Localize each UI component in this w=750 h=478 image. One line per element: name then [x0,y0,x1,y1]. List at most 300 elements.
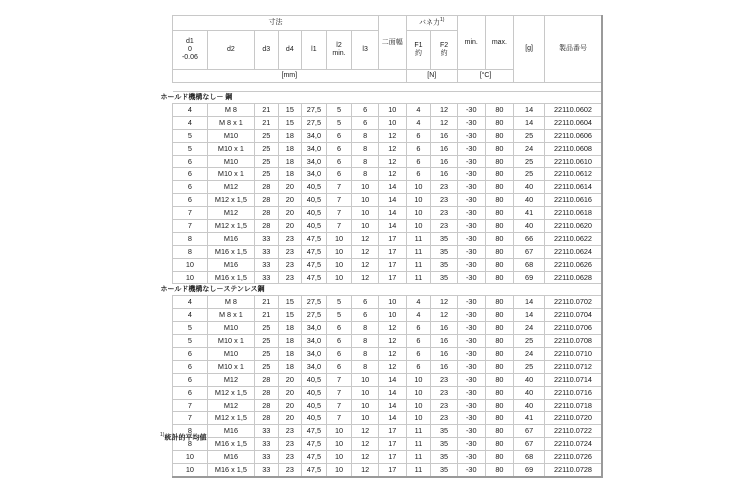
cell-temp-max: 80 [485,360,514,373]
cell-d4: 18 [278,360,302,373]
cell-product-no: 22110.0708 [544,335,602,348]
cell-l3: 8 [352,335,379,348]
cell-f2: 35 [431,245,458,258]
cell-product-no: 22110.0604 [544,116,602,129]
cell-d3: 33 [254,425,278,438]
cell-d1: 4 [173,104,208,117]
cell-temp-min: -30 [457,142,485,155]
cell-weight: 40 [514,373,545,386]
header-l2 [326,31,352,70]
cell-l1: 47,5 [302,232,327,245]
table-row [173,194,603,207]
cell-weight: 25 [514,335,545,348]
cell-d1: 6 [173,360,208,373]
cell-d4: 15 [278,116,302,129]
cell-l1: 34,0 [302,142,327,155]
cell-d3: 25 [254,335,278,348]
footnote-text: 統計的平均値 [164,434,207,442]
cell-l2: 7 [326,412,352,425]
cell-d2: M12 x 1,5 [207,220,254,233]
cell-l3: 10 [352,194,379,207]
cell-temp-max: 80 [485,129,514,142]
cell-product-no: 22110.0726 [544,451,602,464]
cell-d3: 25 [254,129,278,142]
cell-f2: 12 [431,104,458,117]
cell-f1: 6 [406,348,431,361]
cell-temp-max: 80 [485,194,514,207]
cell-product-no: 22110.0606 [544,129,602,142]
section-header [173,92,603,104]
cell-temp-min: -30 [457,335,485,348]
cell-d2: M12 x 1,5 [207,412,254,425]
cell-weight: 40 [514,194,545,207]
cell-f2: 23 [431,220,458,233]
cell-product-no: 22110.0622 [544,232,602,245]
header-d1 [173,31,208,70]
cell-width-across-flats: 14 [378,399,406,412]
cell-f1: 11 [406,425,431,438]
cell-f2: 16 [431,335,458,348]
cell-temp-max: 80 [485,348,514,361]
cell-width-across-flats: 10 [378,309,406,322]
cell-f1: 6 [406,360,431,373]
cell-temp-max: 80 [485,271,514,284]
cell-d4: 18 [278,322,302,335]
cell-d2: M16 x 1,5 [207,438,254,451]
cell-l2: 7 [326,194,352,207]
cell-product-no: 22110.0710 [544,348,602,361]
cell-d2: M12 x 1,5 [207,194,254,207]
cell-d2: M16 x 1,5 [207,271,254,284]
cell-f2: 16 [431,155,458,168]
cell-product-no: 22110.0610 [544,155,602,168]
cell-l3: 12 [352,271,379,284]
cell-d3: 25 [254,322,278,335]
cell-d3: 28 [254,386,278,399]
header-f2-sub: 約 [440,50,448,57]
cell-temp-max: 80 [485,451,514,464]
cell-l2: 10 [326,232,352,245]
cell-width-across-flats: 12 [378,142,406,155]
cell-d4: 23 [278,271,302,284]
table-row [173,168,603,181]
cell-d2: M12 [207,207,254,220]
cell-weight: 66 [514,232,545,245]
cell-l3: 10 [352,207,379,220]
table-row [173,438,603,451]
cell-d4: 20 [278,412,302,425]
cell-width-across-flats: 14 [378,181,406,194]
cell-d1: 6 [173,348,208,361]
cell-weight: 25 [514,168,545,181]
cell-l2: 6 [326,155,352,168]
cell-weight: 40 [514,399,545,412]
cell-d2: M12 [207,399,254,412]
table-row [173,104,603,117]
cell-d3: 28 [254,207,278,220]
cell-weight: 25 [514,155,545,168]
header-l2-sub: min. [332,50,346,57]
cell-width-across-flats: 12 [378,360,406,373]
cell-weight: 69 [514,464,545,477]
cell-temp-min: -30 [457,271,485,284]
cell-width-across-flats: 14 [378,194,406,207]
table-row [173,360,603,373]
cell-product-no: 22110.0614 [544,181,602,194]
cell-temp-min: -30 [457,386,485,399]
cell-f1: 11 [406,232,431,245]
header-f1-label: F1 [414,42,423,50]
cell-width-across-flats: 17 [378,271,406,284]
header-f1 [406,31,431,70]
cell-l1: 27,5 [302,296,327,309]
cell-f2: 23 [431,399,458,412]
cell-temp-max: 80 [485,142,514,155]
cell-d3: 25 [254,360,278,373]
cell-f1: 10 [406,220,431,233]
cell-weight: 25 [514,129,545,142]
cell-f1: 4 [406,309,431,322]
cell-l3: 12 [352,438,379,451]
cell-l1: 27,5 [302,309,327,322]
cell-f1: 6 [406,129,431,142]
cell-f1: 10 [406,373,431,386]
unit-mm: [mm] [173,70,407,83]
cell-l1: 34,0 [302,129,327,142]
table-header [173,16,603,92]
cell-l3: 12 [352,232,379,245]
footnote [160,432,206,442]
table-row [173,245,603,258]
cell-weight: 25 [514,360,545,373]
header-group-spring-force [406,16,457,31]
cell-temp-max: 80 [485,425,514,438]
cell-weight: 14 [514,309,545,322]
cell-d2: M16 x 1,5 [207,245,254,258]
cell-width-across-flats: 17 [378,438,406,451]
table-row [173,155,603,168]
table-row [173,181,603,194]
cell-temp-max: 80 [485,155,514,168]
cell-d3: 33 [254,271,278,284]
cell-d1: 7 [173,399,208,412]
cell-d1: 10 [173,258,208,271]
cell-temp-max: 80 [485,412,514,425]
cell-width-across-flats: 12 [378,322,406,335]
cell-product-no: 22110.0712 [544,360,602,373]
cell-temp-min: -30 [457,168,485,181]
cell-d3: 28 [254,412,278,425]
cell-d1: 8 [173,232,208,245]
cell-d3: 28 [254,220,278,233]
cell-temp-min: -30 [457,116,485,129]
cell-d3: 33 [254,258,278,271]
cell-d1: 4 [173,116,208,129]
cell-temp-max: 80 [485,296,514,309]
cell-l3: 12 [352,464,379,477]
cell-temp-max: 80 [485,373,514,386]
cell-temp-max: 80 [485,386,514,399]
cell-weight: 24 [514,142,545,155]
cell-weight: 41 [514,412,545,425]
cell-d2: M16 [207,258,254,271]
spring-force-label: バネ力 [419,19,441,27]
header-d4: d4 [278,31,302,70]
section-title-cell [160,284,603,296]
cell-d3: 33 [254,438,278,451]
cell-width-across-flats: 17 [378,258,406,271]
cell-l1: 27,5 [302,116,327,129]
cell-l2: 6 [326,335,352,348]
cell-l2: 7 [326,373,352,386]
cell-weight: 68 [514,451,545,464]
cell-d3: 25 [254,348,278,361]
cell-l3: 6 [352,309,379,322]
cell-temp-min: -30 [457,322,485,335]
cell-d1: 10 [173,271,208,284]
cell-width-across-flats: 17 [378,425,406,438]
cell-f2: 35 [431,271,458,284]
cell-l1: 40,5 [302,194,327,207]
cell-product-no: 22110.0626 [544,258,602,271]
cell-l3: 10 [352,399,379,412]
header-d1-label: d1 [186,38,194,46]
cell-f1: 11 [406,451,431,464]
table-row [173,451,603,464]
unit-celsius: [°C] [457,70,513,83]
cell-d3: 21 [254,296,278,309]
cell-temp-min: -30 [457,309,485,322]
cell-d2: M16 [207,425,254,438]
table-row [173,296,603,309]
cell-product-no: 22110.0624 [544,245,602,258]
cell-weight: 40 [514,181,545,194]
cell-d2: M 8 x 1 [207,309,254,322]
cell-d2: M 8 [207,104,254,117]
cell-weight: 67 [514,425,545,438]
cell-d3: 28 [254,181,278,194]
header-f1-sub: 約 [414,50,422,57]
cell-d3: 21 [254,104,278,117]
cell-temp-min: -30 [457,258,485,271]
cell-temp-min: -30 [457,104,485,117]
cell-weight: 24 [514,348,545,361]
cell-l1: 34,0 [302,335,327,348]
cell-l2: 6 [326,168,352,181]
cell-l2: 7 [326,220,352,233]
cell-product-no: 22110.0714 [544,373,602,386]
cell-d1: 7 [173,207,208,220]
cell-f2: 16 [431,168,458,181]
cell-l3: 8 [352,360,379,373]
cell-l3: 6 [352,296,379,309]
cell-d1: 6 [173,194,208,207]
cell-d1: 7 [173,412,208,425]
cell-product-no: 22110.0724 [544,438,602,451]
cell-f2: 16 [431,142,458,155]
cell-f2: 16 [431,360,458,373]
cell-temp-min: -30 [457,438,485,451]
cell-f1: 6 [406,168,431,181]
cell-f1: 11 [406,464,431,477]
cell-temp-min: -30 [457,232,485,245]
cell-width-across-flats: 14 [378,220,406,233]
cell-d4: 20 [278,386,302,399]
cell-l1: 47,5 [302,438,327,451]
cell-temp-min: -30 [457,412,485,425]
section-title-cell [160,92,603,104]
cell-temp-max: 80 [485,438,514,451]
cell-l2: 10 [326,258,352,271]
cell-width-across-flats: 10 [378,116,406,129]
header-temp-max: max. [485,16,514,70]
cell-temp-max: 80 [485,104,514,117]
cell-d3: 28 [254,194,278,207]
cell-temp-max: 80 [485,464,514,477]
cell-width-across-flats: 12 [378,348,406,361]
cell-width-across-flats: 17 [378,245,406,258]
cell-l3: 12 [352,245,379,258]
spring-footnote-mark: 1) [440,17,445,24]
cell-f1: 6 [406,155,431,168]
cell-l3: 8 [352,348,379,361]
cell-width-across-flats: 14 [378,207,406,220]
cell-product-no: 22110.0608 [544,142,602,155]
cell-d3: 28 [254,373,278,386]
cell-width-across-flats: 12 [378,335,406,348]
cell-weight: 14 [514,104,545,117]
cell-d4: 20 [278,207,302,220]
cell-d2: M12 [207,373,254,386]
cell-temp-min: -30 [457,129,485,142]
cell-d3: 21 [254,309,278,322]
cell-l2: 6 [326,348,352,361]
cell-d4: 23 [278,245,302,258]
cell-temp-max: 80 [485,258,514,271]
cell-weight: 69 [514,271,545,284]
cell-d4: 18 [278,348,302,361]
header-l2-label: l2 [336,42,342,50]
cell-d4: 20 [278,373,302,386]
cell-temp-min: -30 [457,464,485,477]
cell-f1: 4 [406,116,431,129]
cell-d3: 33 [254,245,278,258]
cell-d2: M10 x 1 [207,168,254,181]
cell-l1: 34,0 [302,322,327,335]
cell-d4: 18 [278,155,302,168]
cell-d4: 20 [278,181,302,194]
cell-temp-max: 80 [485,322,514,335]
cell-f1: 6 [406,335,431,348]
cell-width-across-flats: 10 [378,104,406,117]
cell-l2: 10 [326,451,352,464]
cell-f2: 35 [431,438,458,451]
cell-weight: 68 [514,258,545,271]
cell-d1: 4 [173,309,208,322]
cell-product-no: 22110.0618 [544,207,602,220]
cell-product-no: 22110.0612 [544,168,602,181]
cell-product-no: 22110.0616 [544,194,602,207]
cell-d2: M16 x 1,5 [207,464,254,477]
table-row [173,348,603,361]
cell-weight: 40 [514,386,545,399]
cell-l1: 47,5 [302,258,327,271]
cell-l1: 40,5 [302,181,327,194]
cell-d4: 18 [278,129,302,142]
cell-l1: 40,5 [302,220,327,233]
cell-d1: 5 [173,129,208,142]
cell-temp-max: 80 [485,335,514,348]
cell-l2: 5 [326,309,352,322]
table-row [173,322,603,335]
cell-product-no: 22110.0628 [544,271,602,284]
cell-l1: 27,5 [302,104,327,117]
cell-temp-min: -30 [457,155,485,168]
cell-d2: M16 [207,451,254,464]
cell-width-across-flats: 12 [378,168,406,181]
cell-d1: 5 [173,142,208,155]
cell-l2: 7 [326,399,352,412]
cell-f1: 10 [406,386,431,399]
table-row [173,129,603,142]
cell-d3: 25 [254,168,278,181]
section-title: ホールド機構なし－ 鋼 [160,93,233,101]
table-row [173,309,603,322]
cell-temp-min: -30 [457,451,485,464]
cell-f2: 35 [431,464,458,477]
cell-d2: M10 [207,322,254,335]
cell-temp-min: -30 [457,425,485,438]
cell-product-no: 22110.0602 [544,104,602,117]
cell-d1: 5 [173,335,208,348]
header-d2: d2 [207,31,254,70]
cell-l2: 6 [326,322,352,335]
cell-temp-max: 80 [485,232,514,245]
cell-d2: M10 x 1 [207,360,254,373]
cell-temp-min: -30 [457,220,485,233]
cell-f2: 12 [431,296,458,309]
cell-f2: 35 [431,425,458,438]
cell-d2: M10 x 1 [207,335,254,348]
cell-l1: 47,5 [302,425,327,438]
cell-width-across-flats: 12 [378,155,406,168]
cell-d3: 25 [254,155,278,168]
cell-temp-max: 80 [485,181,514,194]
cell-d3: 28 [254,399,278,412]
table-row [173,425,603,438]
cell-d2: M 8 x 1 [207,116,254,129]
cell-d4: 23 [278,464,302,477]
cell-d4: 20 [278,399,302,412]
cell-f2: 35 [431,451,458,464]
spec-table [160,15,603,478]
cell-d4: 15 [278,296,302,309]
cell-l2: 10 [326,438,352,451]
cell-d4: 23 [278,425,302,438]
table-row [173,116,603,129]
cell-f2: 16 [431,322,458,335]
cell-d4: 18 [278,142,302,155]
cell-l1: 34,0 [302,168,327,181]
cell-product-no: 22110.0702 [544,296,602,309]
table-row [173,207,603,220]
cell-l2: 7 [326,181,352,194]
cell-f1: 6 [406,322,431,335]
cell-temp-max: 80 [485,168,514,181]
cell-f1: 10 [406,207,431,220]
table-row [173,399,603,412]
cell-d4: 15 [278,104,302,117]
